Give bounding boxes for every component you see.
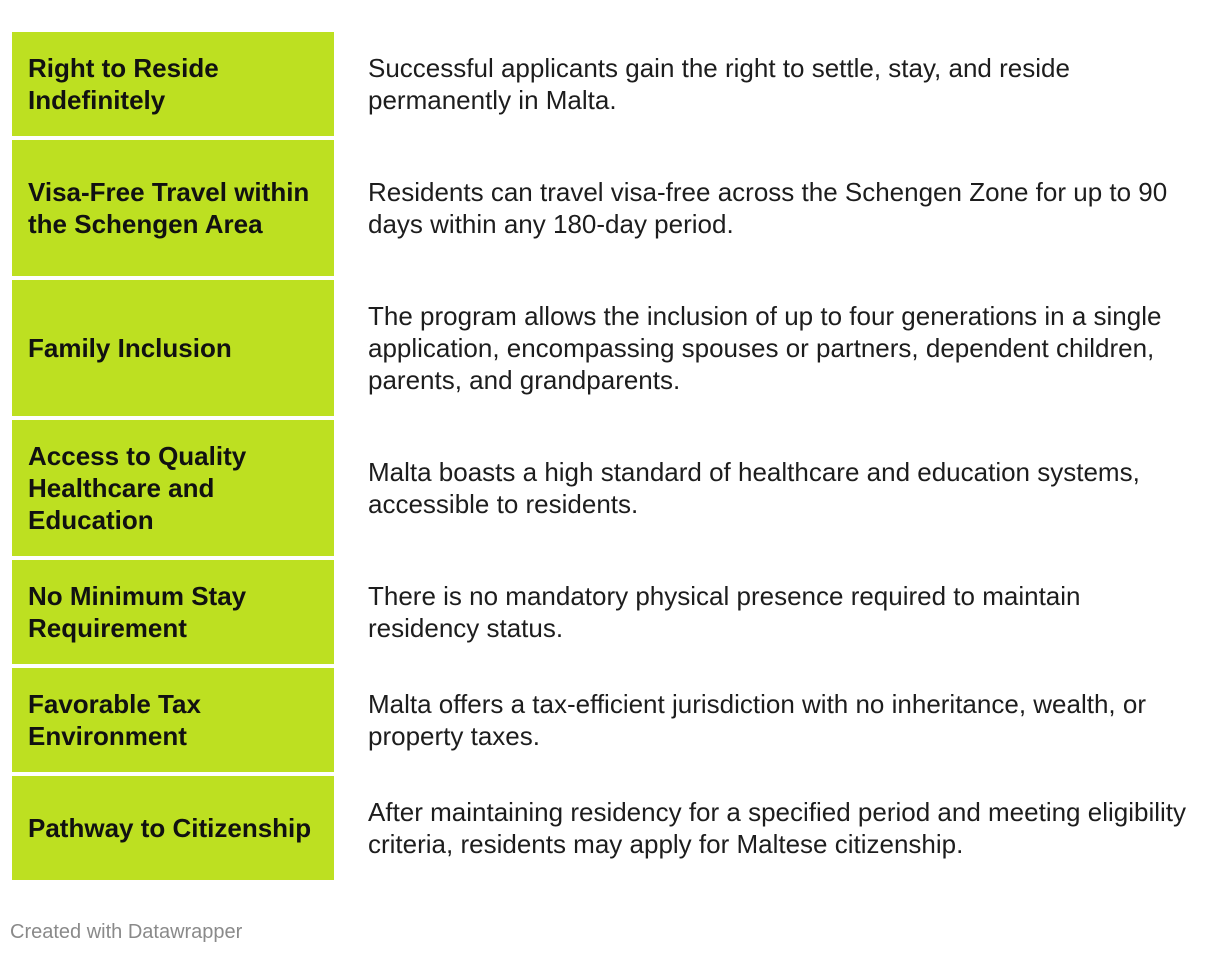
row-label: Favorable Tax Environment (12, 668, 334, 772)
row-label: Family Inclusion (12, 280, 334, 416)
row-label: Pathway to Citizenship (12, 776, 334, 880)
row-description: The program allows the inclusion of up to four generations in a single application, encompassing spouses or partners, dependent children, parents, and grandparents. (368, 301, 1162, 395)
table-row (12, 560, 1192, 668)
table-row (12, 32, 1192, 140)
table-row (12, 420, 1192, 560)
table-row (12, 668, 1192, 776)
row-description: After maintaining residency for a specified period and meeting eligibility criteria, residents may apply for Maltese citizenship. (368, 797, 1186, 859)
table-row (12, 140, 1192, 280)
row-label: No Minimum Stay Requirement (12, 560, 334, 664)
row-description: Successful applicants gain the right to settle, stay, and reside permanently in Malta. (368, 53, 1070, 115)
row-description: There is no mandatory physical presence required to maintain residency status. (368, 581, 1081, 643)
table-row (12, 776, 1192, 880)
datawrapper-credit: Created with Datawrapper (10, 921, 243, 943)
row-description: Residents can travel visa-free across the Schengen Zone for up to 90 days within any 180-day period. (368, 177, 1168, 239)
table-row (12, 280, 1192, 420)
row-label: Visa-Free Travel within the Schengen Area (12, 140, 334, 276)
row-description: Malta offers a tax-efficient jurisdiction with no inheritance, wealth, or property taxes. (368, 689, 1146, 751)
row-label: Right to Reside Indefinitely (12, 32, 334, 136)
benefits-table (12, 32, 1192, 880)
row-label: Access to Quality Healthcare and Education (12, 420, 334, 556)
row-description: Malta boasts a high standard of healthcare and education systems, accessible to residents. (368, 457, 1140, 519)
